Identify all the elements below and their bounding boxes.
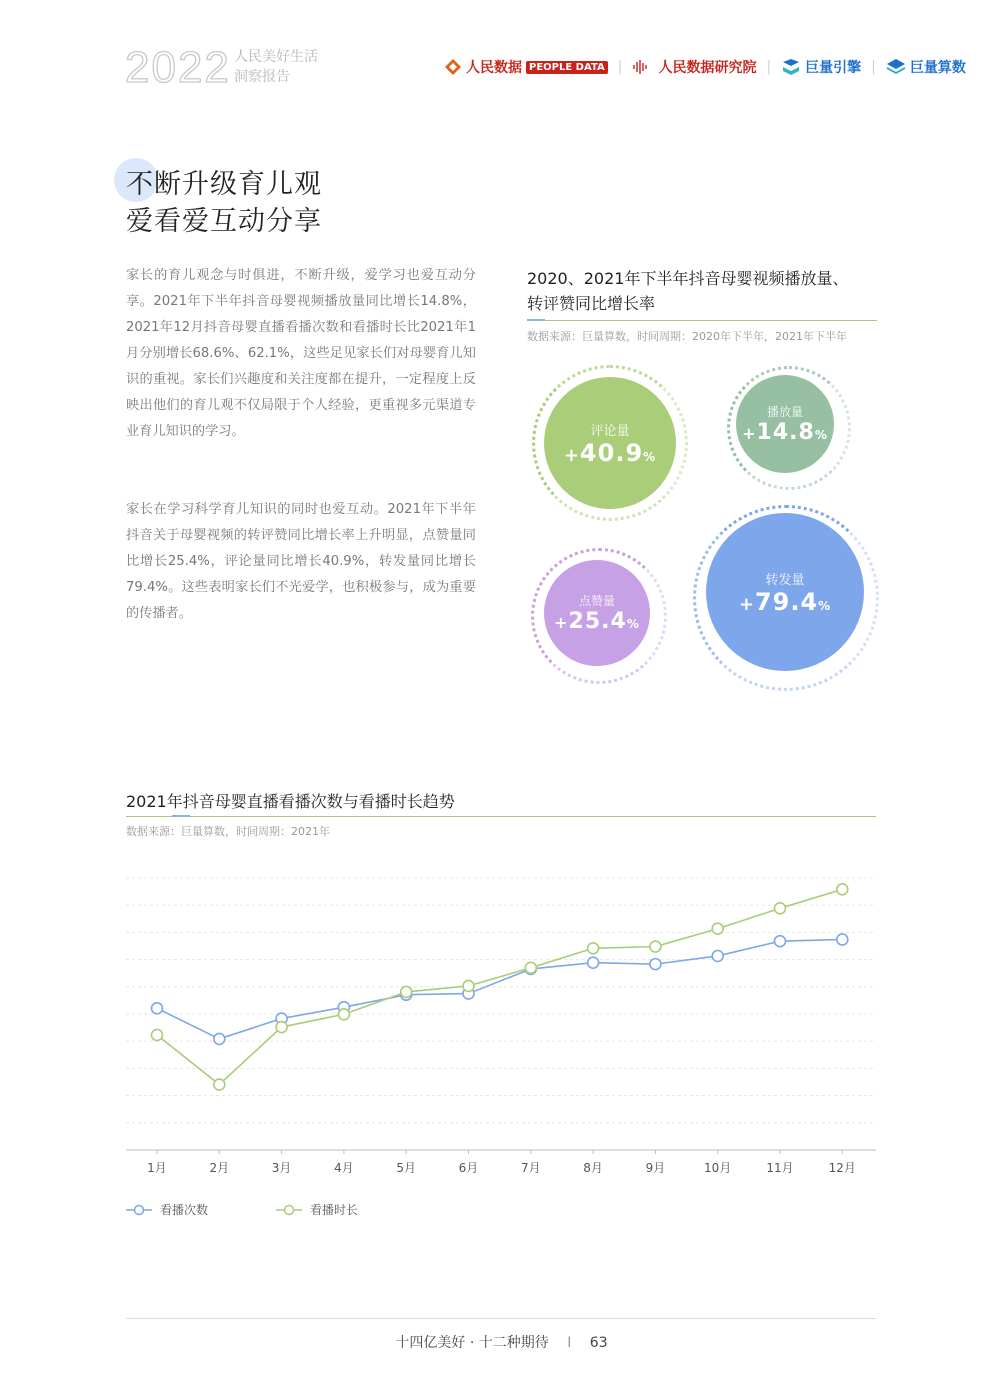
- bubble-plays-label: 播放量: [766, 405, 803, 419]
- data-point: [712, 923, 723, 934]
- x-tick-label: 8月: [583, 1161, 603, 1175]
- logo-divider-icon: |: [871, 59, 876, 75]
- x-tick-label: 2月: [209, 1161, 230, 1175]
- people-data-emblem-icon: [444, 58, 462, 76]
- people-data-institute-text: 人民数据研究院: [658, 60, 757, 76]
- bubble-shares-unit: %: [818, 598, 832, 613]
- x-tick-label: 1月: [147, 1161, 167, 1175]
- body-paragraph-2: 家长在学习科学育儿知识的同时也爱互动。2021年下半年抖音关于母婴视频的转评赞同比增长率上升明显，点赞量同比增长25.4%，评论量同比增长40.9%，转发量同比增长79.4%。这些表明家长们不光爱学，也积极参与，成为重要的传播者。: [126, 502, 476, 621]
- bubble-likes-value: [554, 609, 640, 634]
- bubble-shares-value: [739, 588, 831, 616]
- report-subtitle: [234, 47, 318, 87]
- x-tick-label: 9月: [645, 1161, 666, 1175]
- legend-duration-marker-icon: [276, 1204, 302, 1216]
- bubble-likes-number: 25.4: [568, 609, 627, 634]
- bubble-shares: [706, 513, 864, 671]
- page-title-line2: 爱看爱互动分享: [126, 206, 322, 237]
- page-number: 63: [589, 1335, 608, 1351]
- x-tick-label: 3月: [271, 1161, 292, 1175]
- people-data-logo: [444, 57, 608, 77]
- bubble-likes: [544, 560, 650, 666]
- bubble-comments-sign: +: [563, 444, 580, 466]
- data-point: [214, 1033, 225, 1044]
- data-point: [152, 1003, 163, 1014]
- x-tick-label: 12月: [828, 1161, 856, 1175]
- data-point: [525, 962, 536, 973]
- ocean-calc-text: 巨量算数: [909, 60, 966, 76]
- footer-divider: I: [567, 1335, 572, 1351]
- data-point: [152, 1029, 163, 1040]
- data-point: [588, 943, 599, 954]
- x-tick-label: 5月: [396, 1161, 417, 1175]
- bubble-likes-label: 点赞量: [578, 594, 615, 608]
- line-chart-source: 数据来源：巨量算数，时间周期：2021年: [126, 825, 330, 838]
- footer-text: 十四亿美好 · 十二种期待: [395, 1335, 549, 1351]
- body-paragraph-1: 家长的育儿观念与时俱进，不断升级，爱学习也爱互动分享。2021年下半年抖音母婴视频播放量同比增长14.8%，2021年12月抖音母婴直播看播次数和看播时长比2021年1月分别增长68.6%、62.1%，这些足见家长们对母婴育儿知识的重视。家长们兴趣度和关注度都在提升，一定程度上反映出他们的育儿观不仅局限于个人经验，更重视多元渠道专业育儿知识的学习。: [126, 268, 476, 439]
- report-subtitle-line1: 人民美好生活: [234, 49, 318, 65]
- data-point: [775, 903, 786, 914]
- report-year: 2022: [125, 43, 231, 92]
- bubble-comments-label: 评论量: [590, 423, 630, 439]
- legend-views-marker-icon: [126, 1204, 152, 1216]
- bubble-comments: [544, 377, 676, 509]
- trend-line-chart: [126, 865, 876, 1185]
- x-tick-label: 10月: [704, 1161, 732, 1175]
- partner-logos: [444, 52, 966, 82]
- bubble-shares-label: 转发量: [765, 572, 805, 588]
- data-point: [214, 1079, 225, 1090]
- page-footer: [0, 1332, 1003, 1352]
- page-title: [126, 166, 322, 240]
- series-line-0: [157, 939, 842, 1038]
- bubble-comments-unit: %: [643, 449, 657, 464]
- legend-item-views: [126, 1201, 208, 1218]
- bubble-section-accent: [527, 319, 545, 321]
- ocean-engine-logo: [781, 57, 861, 77]
- line-section-rule: [126, 816, 876, 817]
- people-data-chip: PEOPLE DATA: [526, 61, 608, 74]
- legend-duration-label: 看播时长: [310, 1203, 359, 1217]
- logo-divider-icon: |: [766, 59, 772, 75]
- ocean-calc-logo: [886, 57, 966, 77]
- legend-item-duration: [276, 1201, 358, 1218]
- data-point: [463, 980, 474, 991]
- bubble-plays-unit: %: [814, 428, 828, 442]
- bubble-shares-sign: +: [738, 593, 755, 615]
- data-point: [837, 884, 848, 895]
- data-point: [401, 986, 412, 997]
- data-point: [650, 941, 661, 952]
- data-point: [338, 1009, 349, 1020]
- data-point: [276, 1022, 287, 1033]
- legend-views-label: 看播次数: [160, 1203, 209, 1217]
- data-point: [588, 957, 599, 968]
- bubble-chart-title: [527, 266, 887, 316]
- bubble-plays-sign: +: [742, 424, 757, 443]
- bubble-likes-unit: %: [626, 617, 640, 631]
- bubble-likes-sign: +: [554, 613, 569, 632]
- data-point: [712, 950, 723, 961]
- bubble-chart-title-line1: 2020、2021年下半年抖音母婴视频播放量、: [527, 269, 849, 288]
- x-tick-label: 11月: [766, 1161, 794, 1175]
- bubble-shares-number: 79.4: [754, 587, 819, 616]
- bubble-plays-number: 14.8: [756, 420, 815, 445]
- people-data-logo-text: 人民数据: [466, 60, 522, 76]
- bubble-comments-value: [564, 439, 656, 467]
- data-point: [650, 959, 661, 970]
- x-tick-label: 4月: [334, 1161, 354, 1175]
- bubble-chart-source: 数据来源：巨量算数，时间周期：2020年下半年，2021年下半年: [527, 330, 847, 343]
- x-tick-label: 6月: [458, 1161, 479, 1175]
- line-section-accent: [172, 815, 190, 817]
- page-title-line1: 不断升级育儿观: [126, 169, 322, 200]
- waveform-icon: [632, 59, 654, 75]
- bubble-comments-number: 40.9: [579, 438, 644, 467]
- bubble-plays: [736, 375, 834, 473]
- ocean-calc-icon: [886, 58, 906, 76]
- x-tick-label: 7月: [520, 1161, 541, 1175]
- bubble-section-rule: [527, 320, 877, 321]
- line-chart-title: 2021年抖音母婴直播看播次数与看播时长趋势: [126, 792, 455, 811]
- logo-divider-icon: |: [617, 59, 623, 75]
- people-data-institute-logo: [632, 57, 756, 77]
- bubble-chart-title-line2: 转评赞同比增长率: [527, 294, 656, 313]
- data-point: [837, 934, 848, 945]
- ocean-engine-text: 巨量引擎: [805, 60, 862, 76]
- data-point: [775, 936, 786, 947]
- report-subtitle-line2: 洞察报告: [234, 69, 290, 85]
- bubble-plays-value: [742, 420, 828, 445]
- ocean-engine-icon: [781, 58, 801, 76]
- footer-rule: [126, 1318, 876, 1319]
- trend-chart-svg: [126, 865, 876, 1185]
